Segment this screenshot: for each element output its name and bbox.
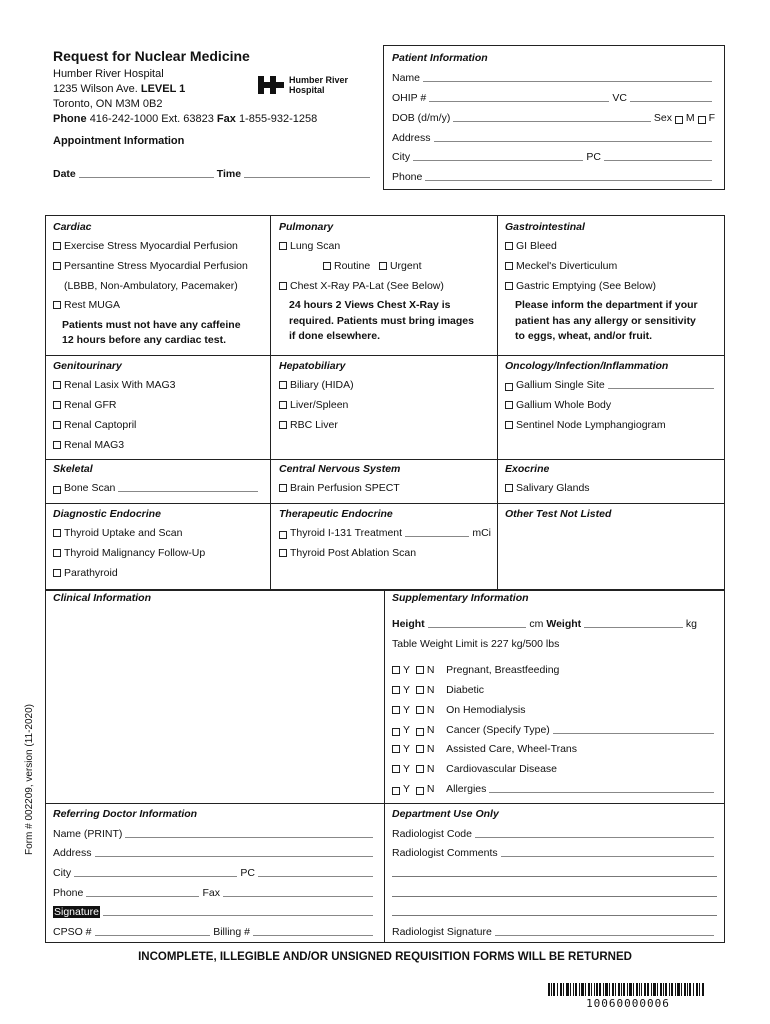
exocrine-heading: Exocrine — [505, 463, 550, 475]
supp-heading: Supplementary Information — [392, 592, 529, 604]
appointment-row: Date Time — [53, 168, 373, 180]
thera-endo-heading: Therapeutic Endocrine — [279, 508, 393, 520]
gastro-note-2: patient has any allergy or sensitivity — [515, 315, 696, 327]
date-input[interactable] — [79, 177, 214, 178]
patient-phone-field[interactable]: Phone — [392, 171, 715, 183]
patient-ohip-field[interactable]: OHIP # VC — [392, 92, 715, 104]
hospital-logo — [258, 76, 286, 99]
sex-m-checkbox[interactable] — [675, 116, 683, 124]
cardiac-note: (LBBB, Non-Ambulatory, Pacemaker) — [64, 280, 238, 292]
radiologist-comments-field[interactable]: Radiologist Comments — [392, 847, 717, 859]
thyroid-post-ablation-option[interactable]: Thyroid Post Ablation Scan — [279, 547, 416, 559]
thyroid-uptake-option[interactable]: Thyroid Uptake and Scan — [53, 527, 182, 539]
hospital-city: Toronto, ON M3M 0B2 — [53, 98, 163, 110]
brain-perfusion-option[interactable]: Brain Perfusion SPECT — [279, 482, 400, 494]
lung-scan-option[interactable]: Lung Scan — [279, 240, 340, 252]
ref-address-field[interactable]: Address — [53, 847, 376, 859]
question-cancer[interactable]: Y N Cancer (Specify Type) — [392, 724, 717, 736]
referring-heading: Referring Doctor Information — [53, 808, 198, 820]
radiologist-code-field[interactable]: Radiologist Code — [392, 828, 717, 840]
clinical-heading: Clinical Information — [53, 592, 152, 604]
patient-name-field[interactable]: Name — [392, 72, 715, 84]
bone-scan-option[interactable]: Bone Scan — [53, 482, 261, 494]
sentinel-node-option[interactable]: Sentinel Node Lymphangiogram — [505, 419, 666, 431]
weight-limit-note: Table Weight Limit is 227 kg/500 lbs — [392, 638, 560, 650]
pulmonary-note-2: required. Patients must bring images — [289, 315, 474, 327]
gallium-whole-option[interactable]: Gallium Whole Body — [505, 399, 611, 411]
cardiac-heading: Cardiac — [53, 221, 92, 233]
other-heading: Other Test Not Listed — [505, 508, 612, 520]
clinical-textarea[interactable] — [50, 610, 380, 798]
patient-address-field[interactable]: Address — [392, 132, 715, 144]
hospital-name: Humber River Hospital — [53, 68, 164, 80]
question-pregnant[interactable]: Y N Pregnant, Breastfeeding — [392, 664, 559, 676]
salivary-option[interactable]: Salivary Glands — [505, 482, 590, 494]
time-input[interactable] — [244, 177, 370, 178]
onco-heading: Oncology/Infection/Inflammation — [505, 360, 669, 372]
barcode-icon — [548, 983, 708, 996]
barcode-number: 10060000006 — [586, 997, 670, 1010]
page-title: Request for Nuclear Medicine — [53, 48, 250, 64]
meckels-option[interactable]: Meckel's Diverticulum — [505, 260, 617, 272]
gastro-heading: Gastrointestinal — [505, 221, 585, 233]
hospital-logo-icon — [258, 76, 286, 94]
rest-muga-option[interactable]: Rest MUGA — [53, 299, 120, 311]
ref-signature-field[interactable]: Signature — [53, 906, 376, 918]
diag-endo-heading: Diagnostic Endocrine — [53, 508, 161, 520]
pulmonary-note-1: 24 hours 2 Views Chest X-Ray is — [289, 299, 451, 311]
chest-xray-option[interactable]: Chest X-Ray PA-Lat (See Below) — [279, 280, 444, 292]
genito-heading: Genitourinary — [53, 360, 122, 372]
hospital-address: 1235 Wilson Ave. LEVEL 1 — [53, 83, 186, 95]
ref-cpso-field[interactable]: CPSO # Billing # — [53, 926, 376, 938]
cardiac-warning-1: Patients must not have any caffeine — [62, 319, 241, 331]
persantine-stress-option[interactable]: Persantine Stress Myocardial Perfusion — [53, 260, 248, 272]
thyroid-i131-option[interactable]: Thyroid I-131 Treatment mCi — [279, 527, 491, 539]
appointment-heading: Appointment Information — [53, 135, 185, 147]
cns-heading: Central Nervous System — [279, 463, 401, 475]
ref-phone-field[interactable]: Phone Fax — [53, 887, 376, 899]
gastro-note-3: to eggs, wheat, and/or fruit. — [515, 330, 653, 342]
biliary-option[interactable]: Biliary (HIDA) — [279, 379, 354, 391]
gastro-note-1: Please inform the department if your — [515, 299, 698, 311]
renal-captopril-option[interactable]: Renal Captopril — [53, 419, 136, 431]
cardiac-warning-2: 12 hours before any cardiac test. — [62, 334, 226, 346]
exercise-stress-option[interactable]: Exercise Stress Myocardial Perfusion — [53, 240, 238, 252]
patient-city-field[interactable]: City PC — [392, 151, 715, 163]
thyroid-malignancy-option[interactable]: Thyroid Malignancy Follow-Up — [53, 547, 205, 559]
sex-f-checkbox[interactable] — [698, 116, 706, 124]
logo-text-1: Humber River — [289, 75, 349, 85]
gastric-emptying-option[interactable]: Gastric Emptying (See Below) — [505, 280, 656, 292]
footer-warning: INCOMPLETE, ILLEGIBLE AND/OR UNSIGNED REQUISITION FORMS WILL BE RETURNED — [138, 951, 632, 963]
pulmonary-note-3: if done elsewhere. — [289, 330, 381, 342]
skeletal-heading: Skeletal — [53, 463, 93, 475]
renal-mag3-option[interactable]: Renal MAG3 — [53, 439, 124, 451]
form-number: Form # 002209, version (11-2020) — [24, 703, 35, 855]
pulmonary-heading: Pulmonary — [279, 221, 334, 233]
dept-heading: Department Use Only — [392, 808, 499, 820]
height-weight-row[interactable]: Height cm Weight kg — [392, 618, 697, 630]
parathyroid-option[interactable]: Parathyroid — [53, 567, 118, 579]
ref-city-field[interactable]: City PC — [53, 867, 376, 879]
renal-gfr-option[interactable]: Renal GFR — [53, 399, 117, 411]
patient-dob-field[interactable]: DOB (d/m/y) Sex M F — [392, 112, 715, 124]
question-allergies[interactable]: Y N Allergies — [392, 783, 717, 795]
patient-heading: Patient Information — [392, 52, 488, 64]
lung-urgency: Routine Urgent — [323, 260, 421, 272]
logo-text-2: Hospital — [289, 85, 325, 95]
ref-name-field[interactable]: Name (PRINT) — [53, 828, 376, 840]
renal-lasix-option[interactable]: Renal Lasix With MAG3 — [53, 379, 175, 391]
hospital-contact: Phone 416-242-1000 Ext. 63823 Fax 1-855-932-1258 — [53, 113, 318, 125]
radiologist-signature-field[interactable]: Radiologist Signature — [392, 926, 717, 938]
gallium-single-option[interactable]: Gallium Single Site — [505, 379, 717, 391]
urgent-checkbox[interactable] — [379, 262, 387, 270]
routine-checkbox[interactable] — [323, 262, 331, 270]
hepato-heading: Hepatobiliary — [279, 360, 346, 372]
question-assisted[interactable]: Y N Assisted Care, Wheel-Trans — [392, 743, 577, 755]
liver-spleen-option[interactable]: Liver/Spleen — [279, 399, 348, 411]
gi-bleed-option[interactable]: GI Bleed — [505, 240, 557, 252]
question-cardio[interactable]: Y N Cardiovascular Disease — [392, 763, 557, 775]
rbc-liver-option[interactable]: RBC Liver — [279, 419, 338, 431]
question-diabetic[interactable]: Y N Diabetic — [392, 684, 484, 696]
question-hemodialysis[interactable]: Y N On Hemodialysis — [392, 704, 526, 716]
